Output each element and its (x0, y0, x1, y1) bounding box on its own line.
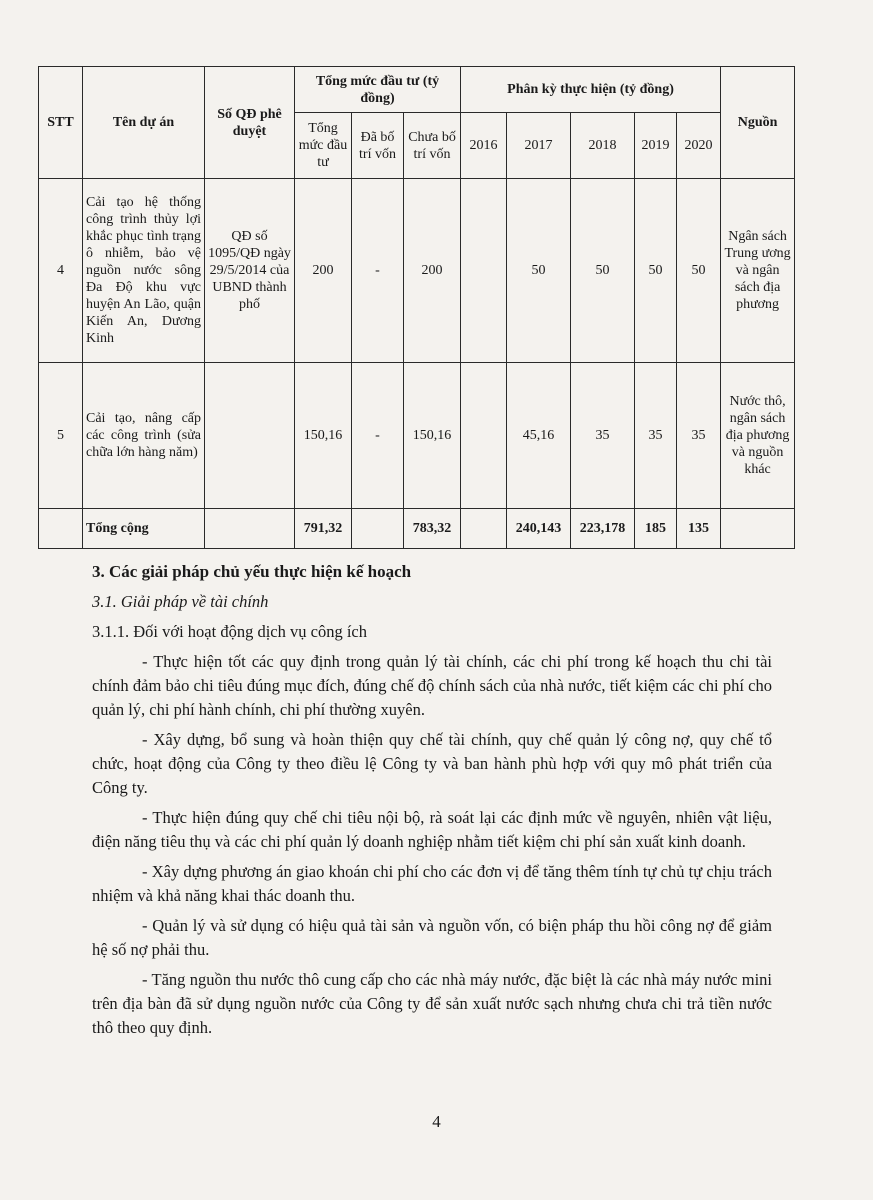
cell-2016 (461, 363, 507, 509)
cell-source: Ngân sách Trung ương và ngân sách địa phương (721, 179, 795, 363)
cell-stt: 4 (39, 179, 83, 363)
cell-total: 200 (295, 179, 352, 363)
cell-2020: 35 (677, 363, 721, 509)
cell-2019: 35 (635, 363, 677, 509)
header-allocated: Đã bố trí vốn (352, 113, 404, 179)
cell-empty (461, 509, 507, 549)
cell-unallocated: 200 (404, 179, 461, 363)
cell-2018: 50 (571, 179, 635, 363)
table-total-row (39, 509, 795, 549)
cell-total-label: Tổng cộng (83, 509, 205, 549)
cell-allocated: - (352, 179, 404, 363)
cell-project-name: Cải tạo hệ thống công trình thủy lợi khắc phục tình trạng ô nhiễm, bảo vệ nguồn nước sông Đa Độ khu vực huyện An Lão, quận Kiến An, Dương Kinh (83, 179, 205, 363)
header-total: Tổng mức đầu tư (295, 113, 352, 179)
table-row (39, 179, 795, 363)
cell-2016 (461, 179, 507, 363)
header-2016: 2016 (461, 113, 507, 179)
section-subsubheading: 3.1.1. Đối với hoạt động dịch vụ công ích (92, 622, 367, 641)
paragraph: - Xây dựng, bổ sung và hoàn thiện quy chế tài chính, quy chế quản lý công nợ, quy chế tổ chức, hoạt động của Công ty theo điều lệ Công ty và ban hành phù hợp với quy mô phát triển của Công ty. (92, 730, 772, 797)
header-project-name: Tên dự án (83, 67, 205, 179)
section-body (92, 560, 772, 1046)
cell-2017-sum: 240,143 (507, 509, 571, 549)
paragraph: - Tăng nguồn thu nước thô cung cấp cho các nhà máy nước, đặc biệt là các nhà máy nước mini trên địa bàn đã sử dụng nguồn nước của Công ty để sản xuất nước sạch nhưng chưa chi trả tiền nước thô theo quy định. (92, 970, 772, 1037)
header-2020: 2020 (677, 113, 721, 179)
header-phase-group: Phân kỳ thực hiện (tỷ đồng) (461, 67, 721, 113)
paragraph: - Thực hiện tốt các quy định trong quản lý tài chính, các chi phí trong kế hoạch thu chi tài chính đảm bảo chi tiêu đúng mục đích, đúng chế độ chính sách của nhà nước, tiết kiệm các chi phí cho quản lý, chi phí hành chính, chi phí thường xuyên. (92, 652, 772, 719)
paragraph: - Xây dựng phương án giao khoán chi phí cho các đơn vị để tăng thêm tính tự chủ tự chịu trách nhiệm và khả năng khai thác doanh thu. (92, 862, 772, 905)
cell-allocated: - (352, 363, 404, 509)
cell-2019-sum: 185 (635, 509, 677, 549)
header-stt: STT (39, 67, 83, 179)
section-subheading: 3.1. Giải pháp về tài chính (92, 592, 269, 611)
cell-decision (205, 363, 295, 509)
cell-project-name: Cải tạo, nâng cấp các công trình (sửa chữa lớn hàng năm) (83, 363, 205, 509)
header-2017: 2017 (507, 113, 571, 179)
cell-2020: 50 (677, 179, 721, 363)
table-header-row (39, 67, 795, 113)
cell-2018-sum: 223,178 (571, 509, 635, 549)
cell-stt: 5 (39, 363, 83, 509)
cell-total-sum: 791,32 (295, 509, 352, 549)
investment-plan-table (38, 66, 795, 549)
cell-total: 150,16 (295, 363, 352, 509)
cell-2019: 50 (635, 179, 677, 363)
cell-unallocated: 150,16 (404, 363, 461, 509)
page-number: 4 (432, 1112, 441, 1131)
cell-empty (205, 509, 295, 549)
cell-empty (721, 509, 795, 549)
header-total-investment-group: Tổng mức đầu tư (tỷ đồng) (295, 67, 461, 113)
cell-2017: 45,16 (507, 363, 571, 509)
cell-2018: 35 (571, 363, 635, 509)
cell-unallocated-sum: 783,32 (404, 509, 461, 549)
cell-2017: 50 (507, 179, 571, 363)
cell-empty (39, 509, 83, 549)
header-2018: 2018 (571, 113, 635, 179)
header-decision: Số QĐ phê duyệt (205, 67, 295, 179)
header-unallocated: Chưa bố trí vốn (404, 113, 461, 179)
header-source: Nguồn (721, 67, 795, 179)
cell-decision: QĐ số 1095/QĐ ngày 29/5/2014 của UBND thành phố (205, 179, 295, 363)
section-heading: 3. Các giải pháp chủ yếu thực hiện kế hoạch (92, 562, 412, 581)
cell-empty (352, 509, 404, 549)
cell-2020-sum: 135 (677, 509, 721, 549)
header-2019: 2019 (635, 113, 677, 179)
paragraph: - Thực hiện đúng quy chế chi tiêu nội bộ, rà soát lại các định mức về nguyên, nhiên vật liệu, điện năng tiêu thụ và các chi phí quản lý doanh nghiệp nhằm tiết kiệm chi phí sản xuất kinh doanh. (92, 808, 772, 851)
table-row (39, 363, 795, 509)
paragraph: - Quản lý và sử dụng có hiệu quả tài sản và nguồn vốn, có biện pháp thu hồi công nợ để giảm hệ số nợ phải thu. (92, 916, 772, 959)
cell-source: Nước thô, ngân sách địa phương và nguồn khác (721, 363, 795, 509)
